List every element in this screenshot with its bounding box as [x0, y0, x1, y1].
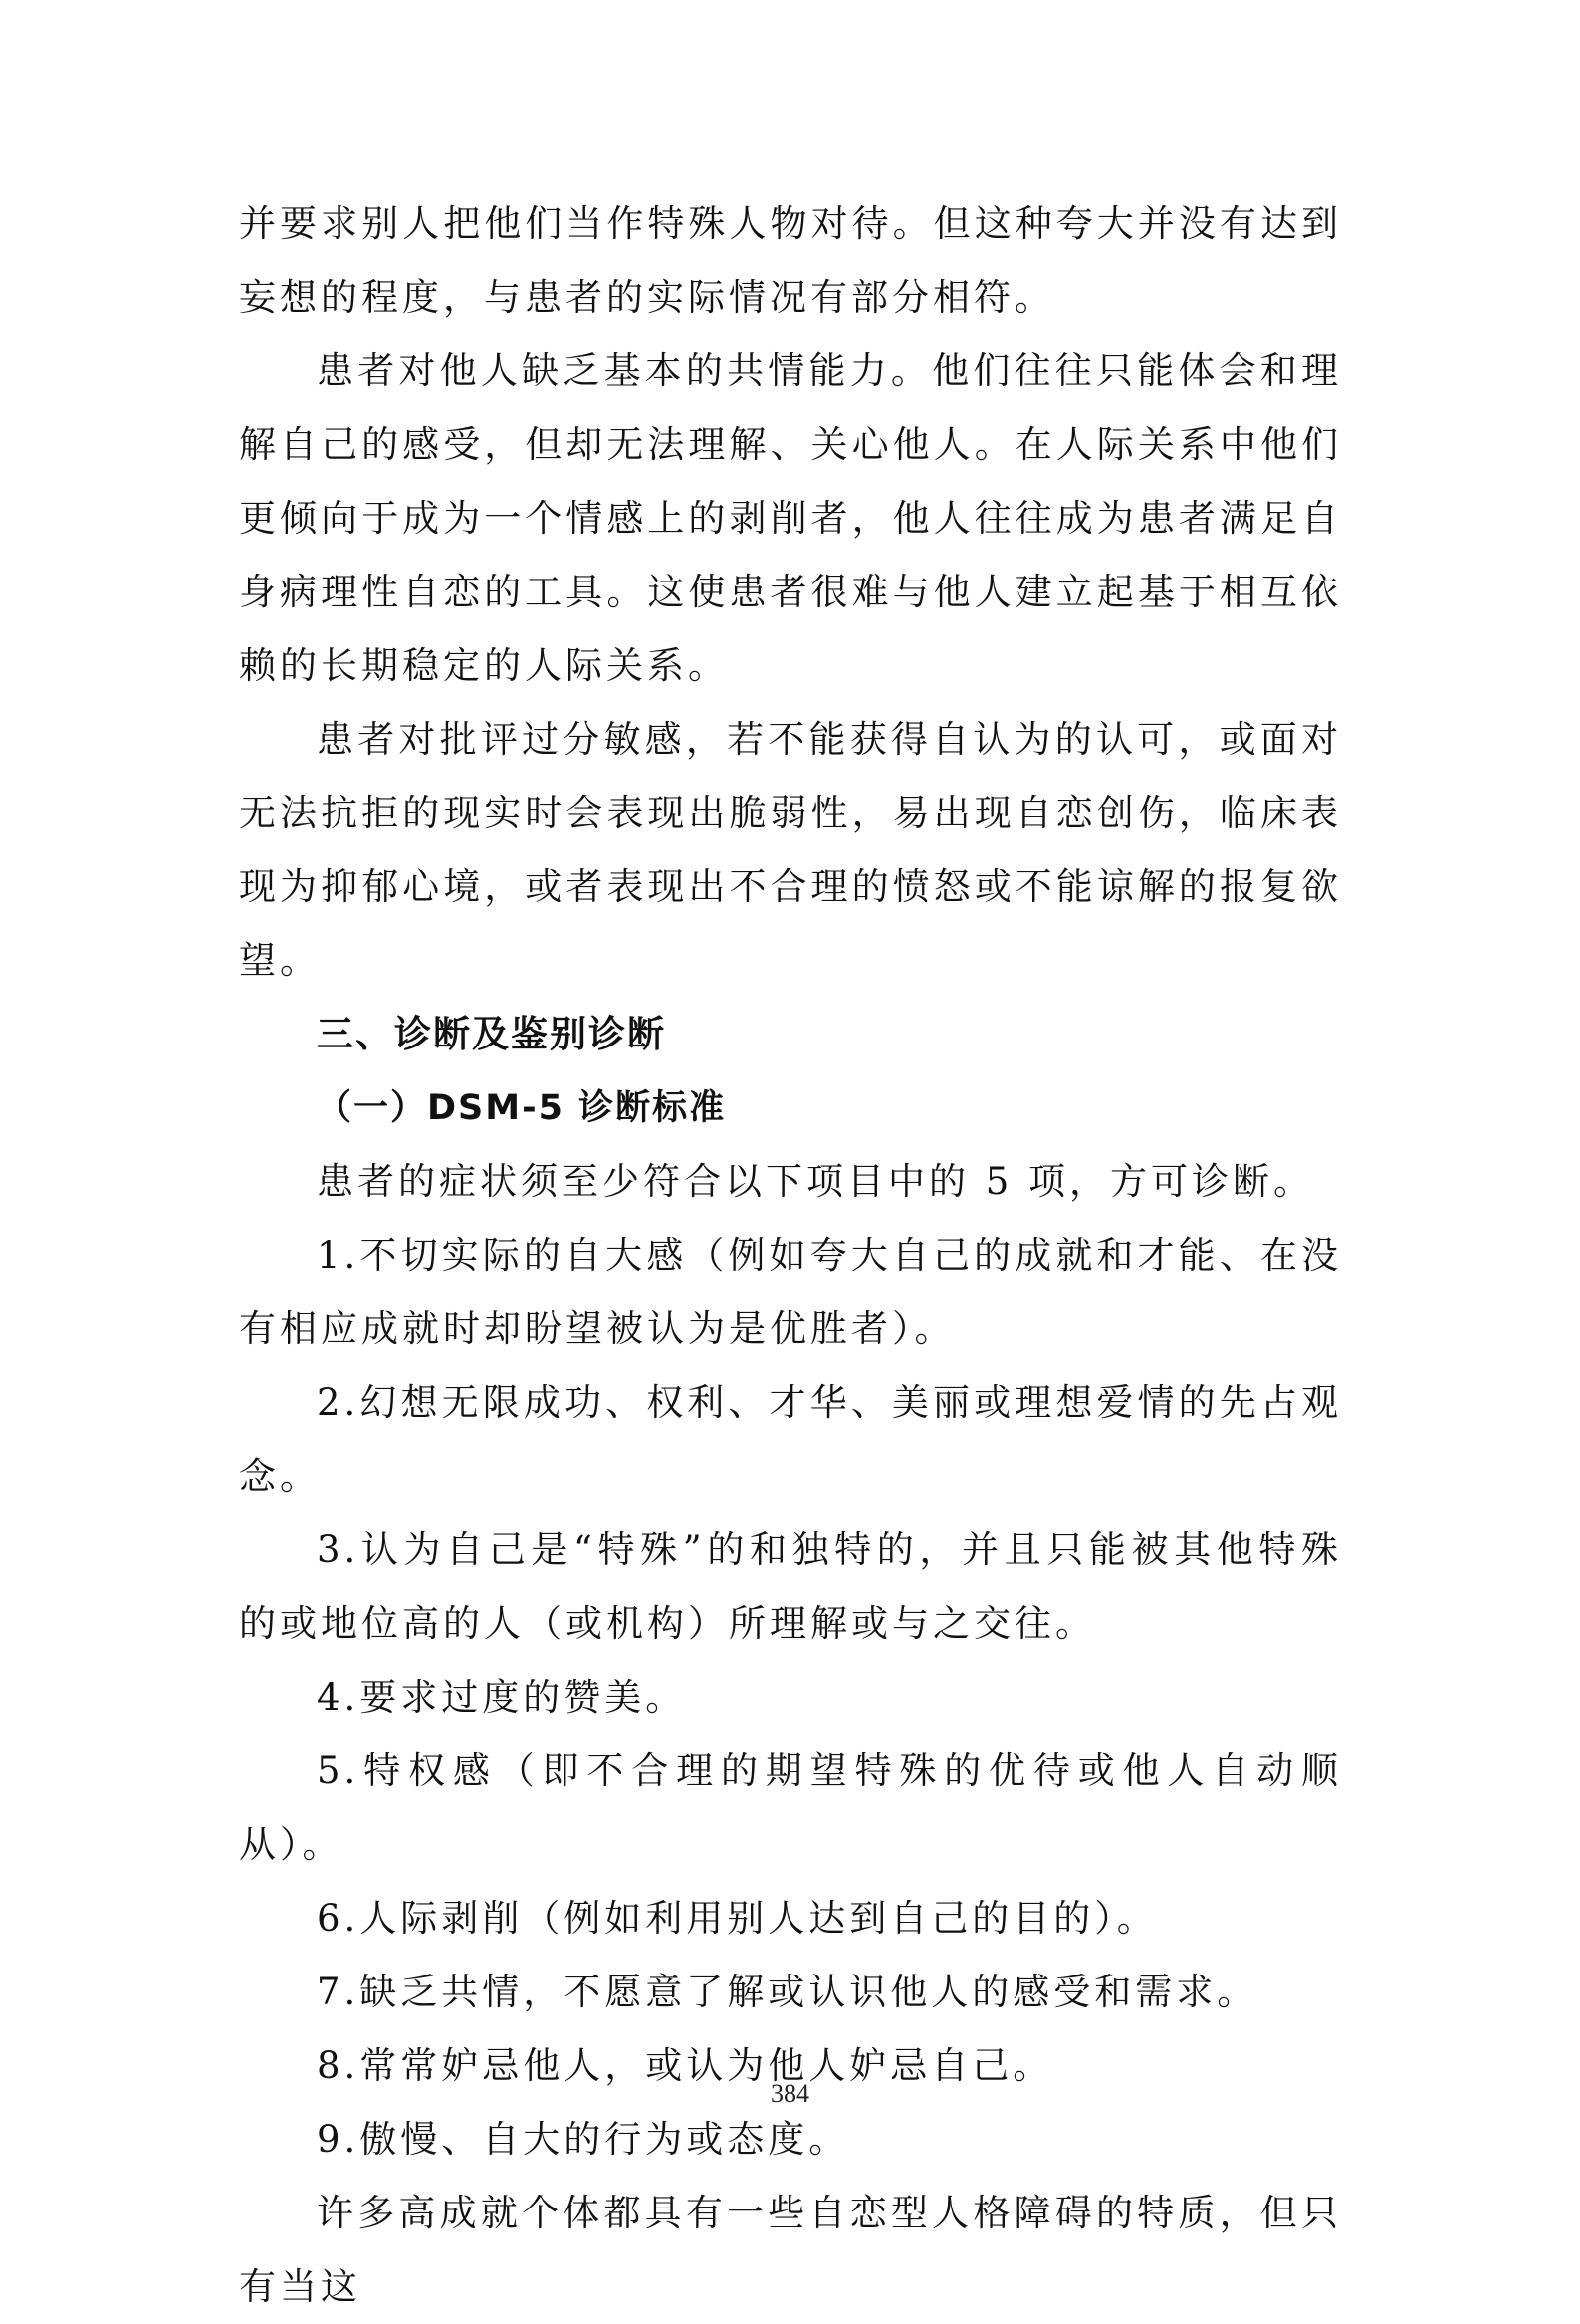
criteria-item: 8.常常妒忌他人，或认为他人妒忌自己。 — [317, 2044, 1054, 2087]
criteria-item: 3.认为自己是“特殊”的和独特的，并且只能被其他特殊的或地位高的人（或机构）所理解或与之交往。 — [239, 1528, 1342, 1645]
page-number: 384 — [771, 2079, 809, 2108]
paragraph-continued: 并要求别人把他们当作特殊人物对待。但这种夸大并没有达到妄想的程度，与患者的实际情况有部分相符。 — [239, 202, 1342, 319]
page-body — [239, 187, 1342, 2324]
criteria-item: 7.缺乏共情，不愿意了解或认识他人的感受和需求。 — [317, 1971, 1258, 2013]
criteria-item: 9.傲慢、自大的行为或态度。 — [317, 2118, 850, 2161]
criteria-intro: 患者的症状须至少符合以下项目中的 5 项，方可诊断。 — [317, 1160, 1315, 1203]
paragraph-empathy: 患者对他人缺乏基本的共情能力。他们往往只能体会和理解自己的感受，但却无法理解、关心他人。在人际关系中他们更倾向于成为一个情感上的剥削者，他人往往成为患者满足自身病理性自恋的工具。这使患者很难与他人建立起基于相互依赖的长期稳定的人际关系。 — [239, 349, 1342, 687]
criteria-item: 2.幻想无限成功、权利、才华、美丽或理想爱情的先占观念。 — [239, 1381, 1342, 1498]
paragraph-criticism: 患者对批评过分敏感，若不能获得自认为的认可，或面对无法抗拒的现实时会表现出脆弱性，易出现自恋创伤，临床表现为抑郁心境，或者表现出不合理的愤怒或不能谅解的报复欲望。 — [239, 718, 1342, 982]
subsection-heading: （一）DSM-5 诊断标准 — [317, 1088, 727, 1128]
paragraph-closing: 许多高成就个体都具有一些自恋型人格障碍的特质，但只有当这 — [239, 2192, 1342, 2308]
criteria-item: 1.不切实际的自大感（例如夸大自己的成就和才能、在没有相应成就时却盼望被认为是优胜者）。 — [239, 1234, 1342, 1350]
criteria-item: 6.人际剥削（例如利用别人达到自己的目的）。 — [317, 1897, 1158, 1940]
criteria-item: 4.要求过度的赞美。 — [317, 1676, 687, 1719]
section-heading: 三、诊断及鉴别诊断 — [317, 1013, 666, 1055]
criteria-item: 5.特权感（即不合理的期望特殊的优待或他人自动顺从）。 — [239, 1749, 1342, 1866]
